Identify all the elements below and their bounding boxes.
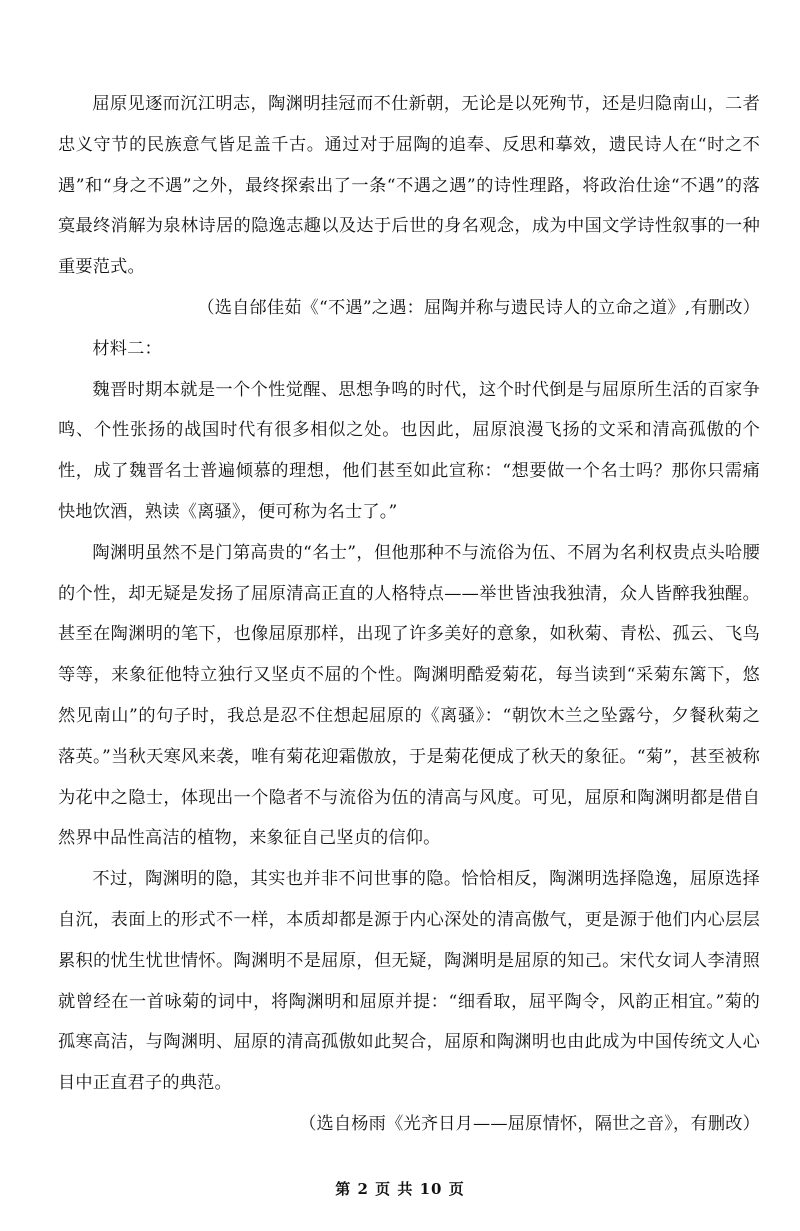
paragraph-hermit: 不过，陶渊明的隐，其实也并非不问世事的隐。恰恰相反，陶渊明选择隐逸，屈原选择自沉，表面上的形式不一样，本质却都是源于内心深处的清高傲气，更是源于他们内心层层累积的忧生忧世情怀。陶渊明不是屈原，但无疑，陶渊明是屈原的知己。宋代女词人李清照就曾经在一首咏菊的词中，将陶渊明和屈原并提：“细看取，屈平陶令，风韵正相宜。”菊的孤寒高洁，与陶渊明、屈原的清高孤傲如此契合，屈原和陶渊明也由此成为中国传统文人心目中正直君子的典范。 (58, 869, 760, 1094)
document-body (58, 84, 760, 1145)
page-number-footer: 第 2 页 共 10 页 (335, 1180, 465, 1198)
section-heading-material-2: 材料二： (92, 338, 162, 359)
source-citation-1: （选自邰佳茹《“不遇”之遇：屈陶并称与遗民诗人的立命之道》,有删改） (197, 297, 760, 318)
paragraph-tao-yuanming: 陶渊明虽然不是门第高贵的“名士”，但他那种不与流俗为伍、不屑为名利权贵点头哈腰的个性，却无疑是发扬了屈原清高正直的人格特点——举世皆浊我独清，众人皆醉我独醒。甚至在陶渊明的笔下，也像屈原那样，出现了许多美好的意象，如秋菊、青松、孤云、飞鸟等等，来象征他特立独行又坚贞不屈的个性。陶渊明酷爱菊花，每当读到“采菊东篱下，悠然见南山”的句子时，我总是忍不住想起屈原的《离骚》：“朝饮木兰之坠露兮，夕餐秋菊之落英。”当秋天寒风来袭，唯有菊花迎霜傲放，于是菊花便成了秋天的象征。“菊”，甚至被称为花中之隐士，体现出一个隐者不与流俗为伍的清高与风度。可见，屈原和陶渊明都是借自然界中品性高洁的植物，来象征自己坚贞的信仰。 (58, 542, 760, 849)
source-citation-2: （选自杨雨《光齐日月——屈原情怀，隔世之音》，有删改） (299, 1113, 760, 1134)
paragraph-wei-jin: 魏晋时期本就是一个个性觉醒、思想争鸣的时代，这个时代倒是与屈原所生活的百家争鸣、个性张扬的战国时代有很多相似之处。也因此，屈原浪漫飞扬的文采和清高孤傲的个性，成了魏晋名士普遍倾慕的理想，他们甚至如此宣称：“想要做一个名士吗？那你只需痛快地饮酒，熟读《离骚》，便可称为名士了。” (58, 379, 760, 522)
paragraph-qu-tao-summary: 屈原见逐而沉江明志，陶渊明挂冠而不仕新朝，无论是以死殉节，还是归隐南山，二者忠义守节的民族意气皆足盖千古。通过对于屈陶的追奉、反思和摹效，遗民诗人在“时之不遇”和“身之不遇”之外，最终探索出了一条“不遇之遇”的诗性理路，将政治仕途“不遇”的落寞最终消解为泉林诗居的隐逸志趣以及达于后世的身名观念，成为中国文学诗性叙事的一种重要范式。 (58, 94, 760, 278)
